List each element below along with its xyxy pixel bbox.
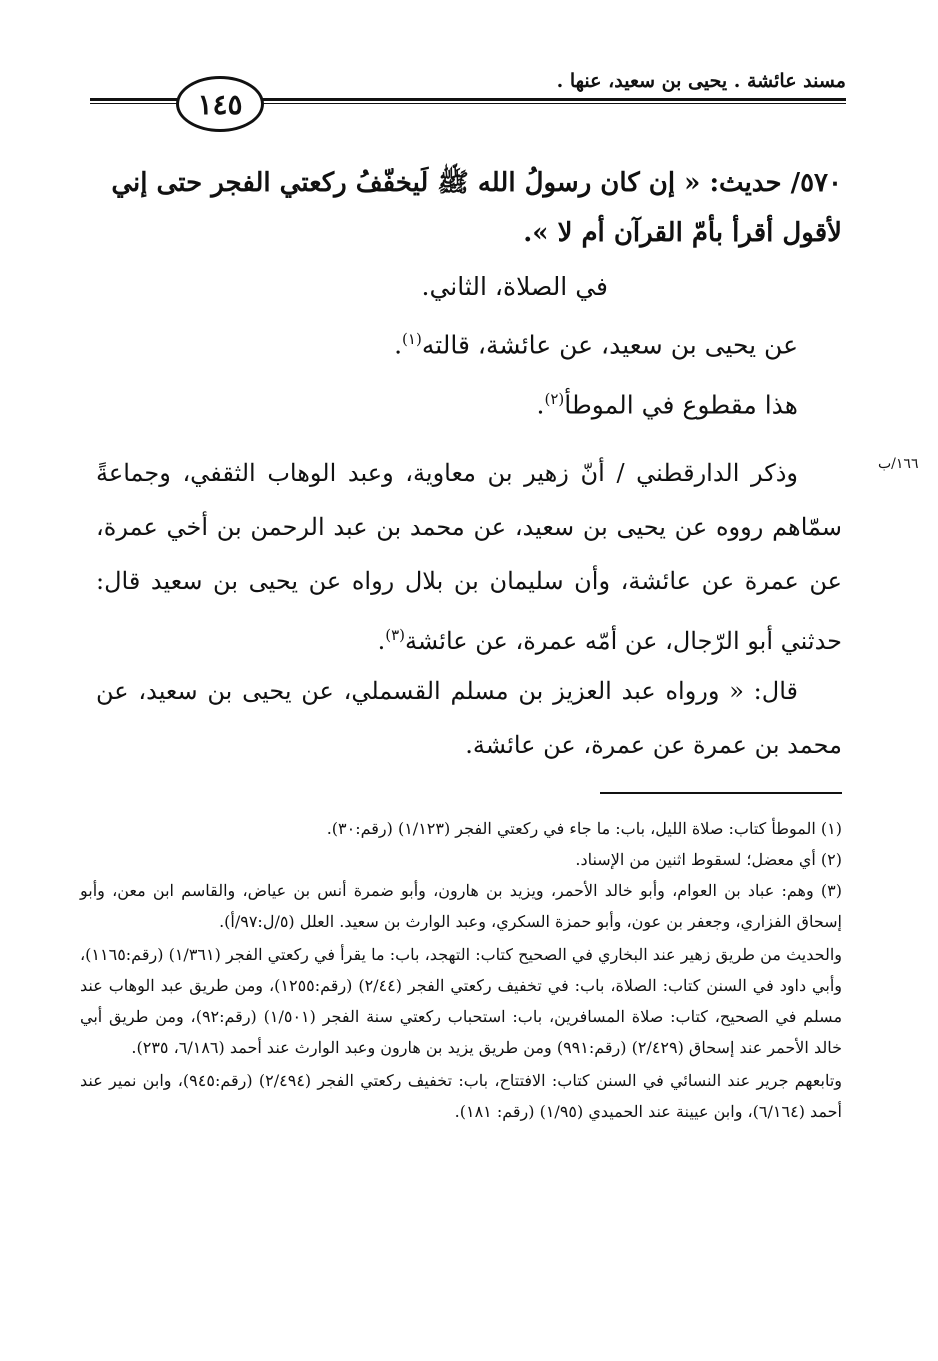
body-line-2: عن يحيى بن سعيد، عن عائشة، قالته$^{(١)}$. xyxy=(394,330,798,360)
quote-paragraph xyxy=(96,664,842,772)
footnote-3-continuation-1: والحديث من طريق زهير عند البخاري في الصحيح كتاب: التهجد، باب: ما يقرأ في ركعتي الفجر (١/٣٦١) (رقم:١١٦٥)، وأبي داود في السنن كتاب: الصلاة، باب: في تخفيف ركعتي الفجر (٢/٤٤) (رقم:١٢٥٥)، ومن طريق عبد الوهاب عند مسلم في الصحيح، كتاب: صلاة المسافرين، باب: استحباب ركعتي سنة الفجر (١/٥٠١) (رقم:٩٢)، ومن طريق أبي خالد الأحمر عند إسحاق (٢/٤٢٩) (رقم:٩٩١) ومن طريق يزيد بن هارون وعبد الوارث عند أحمد (٦/١٨٦، ٢٣٥). xyxy=(80,945,843,1057)
footnote-3-continuation-2: وتابعهم جرير عند النسائي في السنن كتاب: الافتتاح، باب: تخفيف ركعتي الفجر (٢/٤٩٤) (رقم:٩٤٥)، وابن نمير عند أحمد (٦/١٦٤)، وابن عيينة عند الحميدي (١/٩٥) (رقم: ١٨١). xyxy=(80,1071,843,1121)
footnotes xyxy=(80,813,842,1127)
hadith-text: « إن كان رسولُ الله ﷺ لَيخفّفُ ركعتي الفجر حتى إني لأقول أقرأ بأمّ القرآن أم لا ». xyxy=(111,168,842,248)
footnote-3: (٣) وهم: عباد بن العوام، وأبو خالد الأحمر، ويزيد بن هارون، وأبو ضمرة أنس بن عياض، والقاسم ابن معن، وأبو إسحاق الفزاري، وجعفر بن عون، وأبو حمزة السكري، وعبد الوارث بن سعيد. العلل (٥/ل:٩٧/أ). xyxy=(80,881,842,931)
hadith-number: ٥٧٠/ xyxy=(790,168,842,198)
footnote-ref-1: (١) xyxy=(402,330,422,348)
hadith-paragraph xyxy=(90,158,842,258)
body-line-3: هذا مقطوع في الموطأ$^{(٢)}$. xyxy=(536,390,798,420)
page-number: ١٤٥ xyxy=(176,76,264,132)
body-line-1 xyxy=(422,272,608,301)
narration-text: وذكر الدارقطني / أنّ زهير بن معاوية، وعبد الوهاب الثقفي، وجماعةً سمّاهم رووه عن يحيى بن سعيد، عن محمد بن عبد الرحمن بن أخي عمرة، عن عمرة عن عائشة، وأن سليمان بن بلال رواه عن يحيى بن سعيد قال: حدثني أبو الرّجال، عن أمّه عمرة، عن عائشة xyxy=(96,459,843,655)
running-title: مسند عائشة . يحيى بن سعيد، عنها . xyxy=(556,70,846,92)
footnote-ref-3: (٣) xyxy=(385,626,406,644)
footnote-2: (٢) أي معضل؛ لسقوط اثنين من الإسناد. xyxy=(575,850,842,869)
quote-text: قال: « ورواه عبد العزيز بن مسلم القسملي، عن يحيى بن سعيد، عن محمد بن عمرة عن عمرة، عن عائشة. xyxy=(96,677,842,759)
body-line-2-text: عن يحيى بن سعيد، عن عائشة، قالته xyxy=(421,330,798,360)
body-line-3-text: هذا مقطوع في الموطأ xyxy=(564,390,798,420)
footnote-ref-2: (٢) xyxy=(544,390,565,408)
manuscript-folio-note: ١٦٦/ب xyxy=(878,456,919,472)
hadith-label: حديث: xyxy=(709,168,782,198)
narration-paragraph: وذكر الدارقطني / أنّ زهير بن معاوية، وعبد الوهاب الثقفي، وجماعةً سمّاهم رووه عن يحيى بن سعيد، عن محمد بن عبد الرحمن بن أخي عمرة، عن عمرة عن عائشة، وأن سليمان بن بلال رواه عن يحيى بن سعيد قال: حدثني أبو الرّجال، عن أمّه عمرة، عن عائشة$^{(٣)}$. xyxy=(96,459,843,655)
footnote-1: (١) الموطأ كتاب: صلاة الليل، باب: ما جاء في ركعتي الفجر (١/١٢٣) (رقم:٣٠). xyxy=(326,819,842,838)
body-line-1-text: في الصلاة، الثاني. xyxy=(421,272,608,301)
footnote-rule xyxy=(600,792,842,794)
